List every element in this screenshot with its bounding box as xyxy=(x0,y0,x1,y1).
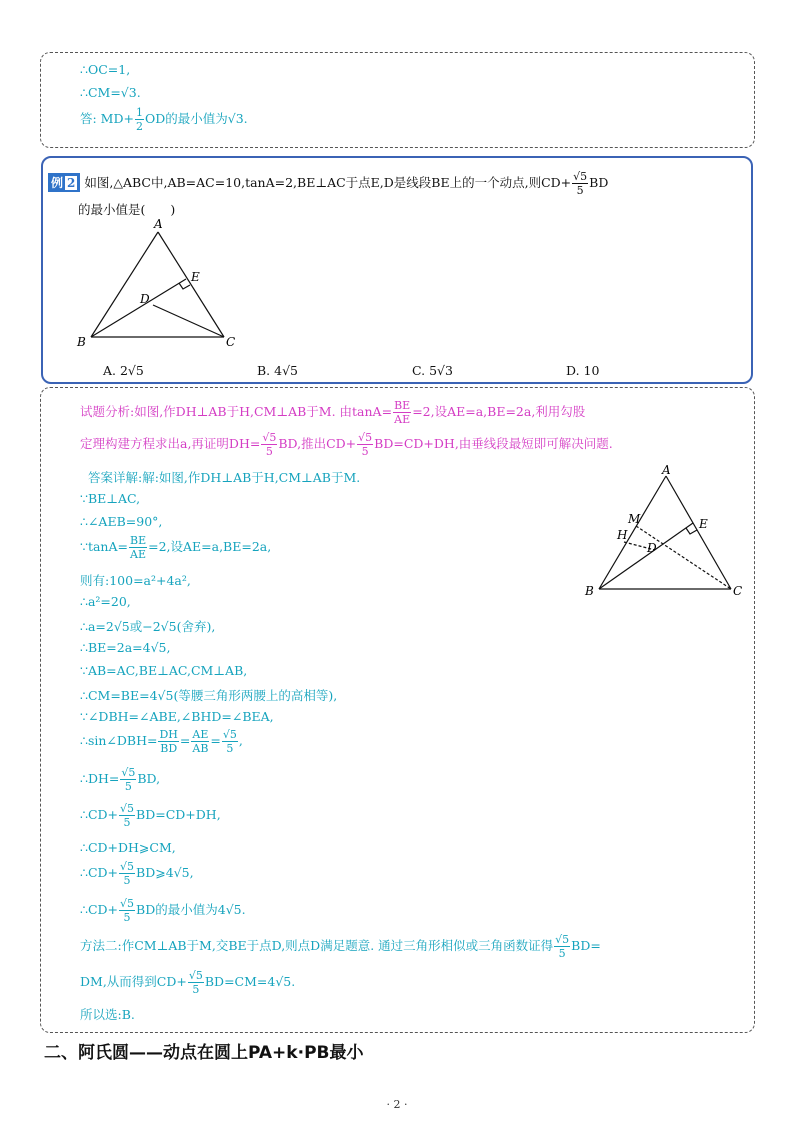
method2-line1: 方法二:作CM⊥AB于M,交BE于点D,则点D满足题意. 通过三角形相似或三角函数证得 $\frac{√5}{5}$ BD= xyxy=(80,933,601,960)
step-15: ∴CD+ $\frac{√5}{5}$ BD⩾4√5, xyxy=(80,860,194,887)
label-a: A xyxy=(662,463,671,477)
label-a: A xyxy=(154,217,163,231)
option-a[interactable]: A. 2√5 xyxy=(103,363,144,378)
step-12: ∴DH= $\frac{√5}{5}$ BD, xyxy=(80,766,161,793)
step-1: ∵BE⊥AC, xyxy=(80,491,141,506)
step-2: ∴∠AEB=90°, xyxy=(80,514,163,529)
option-c[interactable]: C. 5√3 xyxy=(412,363,453,378)
solution-triangle-figure xyxy=(580,462,750,602)
step-13: ∴CD+ $\frac{√5}{5}$ BD=CD+DH, xyxy=(80,802,221,829)
answer-prefix: 答: MD+ xyxy=(80,111,134,126)
label-e: E xyxy=(191,270,200,284)
example-question-line1: 例 2 如图,△ABC中,AB=AC=10,tanA=2,BE⊥AC于点E,D是线段BE上的一个动点,则CD+ $\frac{√5}{5}$ BD xyxy=(48,170,608,197)
example-triangle-figure xyxy=(72,216,247,351)
label-c: C xyxy=(733,584,743,598)
label-h: H xyxy=(617,528,628,542)
step-4: 则有:100=a²+4a², xyxy=(80,573,191,588)
step-14: ∴CD+DH⩾CM, xyxy=(80,840,176,855)
example-question-line2: 的最小值是( ) xyxy=(78,202,176,217)
answer-suffix: OD的最小值为√3. xyxy=(144,111,248,126)
previous-solution-box xyxy=(40,52,755,148)
method2-line2: DM,从而得到CD+ $\frac{√5}{5}$ BD=CM=4√5. xyxy=(80,969,296,996)
option-b[interactable]: B. 4√5 xyxy=(257,363,299,378)
example-tag: 例 2 xyxy=(48,173,80,192)
line-oc: ∴OC=1, xyxy=(80,62,131,77)
analysis-line1: 试题分析:如图,作DH⊥AB于H,CM⊥AB于M. 由tanA= $\frac{BE}{AE}$ =2,设AE=a,BE=2a,利用勾股 xyxy=(80,399,586,426)
fraction-half: $\frac{1}{2}$ xyxy=(135,106,143,133)
option-d[interactable]: D. 10 xyxy=(566,363,600,378)
step-8: ∵AB=AC,BE⊥AC,CM⊥AB, xyxy=(80,663,248,678)
analysis-line2: 定理构建方程求出a,再证明DH= $\frac{√5}{5}$ BD,推出CD+ $\frac{√5}{5}$ BD=CD+DH,由垂线段最短即可解决问题. xyxy=(80,431,613,458)
page-number: · 2 · xyxy=(386,1098,408,1111)
step-5: ∴a²=20, xyxy=(80,594,131,609)
step-3: ∵tanA= $\frac{BE}{AE}$ =2,设AE=a,BE=2a, xyxy=(80,534,272,561)
detail-line: 答案详解:解:如图,作DH⊥AB于H,CM⊥AB于M. xyxy=(88,470,361,485)
label-b: B xyxy=(77,335,86,349)
line-cm: ∴CM=√3. xyxy=(80,85,141,100)
step-9: ∴CM=BE=4√5(等腰三角形两腰上的高相等), xyxy=(80,688,338,703)
label-d: D xyxy=(647,541,657,555)
label-b: B xyxy=(585,584,594,598)
step-6: ∴a=2√5或−2√5(舍弃), xyxy=(80,619,216,634)
section-heading: 二、阿氏圆——动点在圆上PA+k·PB最小 xyxy=(44,1043,364,1063)
final-answer: 所以选:B. xyxy=(80,1007,135,1022)
label-d: D xyxy=(140,292,150,306)
step-7: ∴BE=2a=4√5, xyxy=(80,640,171,655)
label-e: E xyxy=(699,517,708,531)
step-11: ∴sin∠DBH= $\frac{DH}{BD}$ = $\frac{AE}{AB}$ = $\frac{√5}{5}$ , xyxy=(80,728,243,755)
label-m: M xyxy=(628,512,641,526)
step-16: ∴CD+ $\frac{√5}{5}$ BD的最小值为4√5. xyxy=(80,897,246,924)
line-answer xyxy=(80,106,248,133)
step-10: ∵∠DBH=∠ABE,∠BHD=∠BEA, xyxy=(80,709,274,724)
label-c: C xyxy=(226,335,236,349)
